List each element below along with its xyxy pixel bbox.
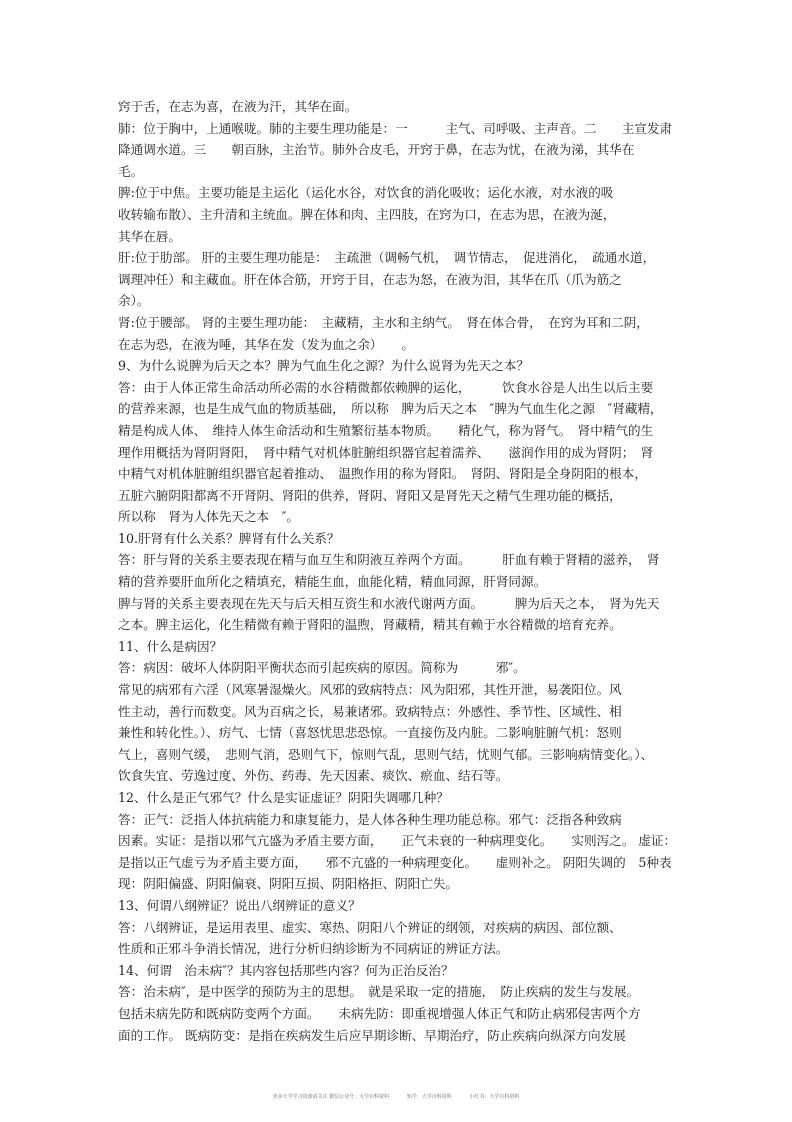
text-line: 包括未病先防和既病防变两个方面。 未病先防：即重视增强人体正气和防止病邪侵害两个方: [118, 1005, 641, 1021]
document-body: [118, 96, 678, 1046]
text-line: 答：治未病″，是中医学的预防为主的思想。 就是采取一定的措施， 防止疾病的发生与发展。: [118, 984, 640, 1000]
footer-xiaohongshu: 小红书：大学百科资料: [469, 1094, 520, 1100]
text-line: 在志为恐，在液为唾，其华在发（发为血之余） 。: [118, 336, 414, 352]
text-line: 9、为什么说脾为后天之本？脾为气血生化之源？为什么说肾为先天之本？: [118, 358, 530, 374]
footer-wechat: 更多大学学习资源请关注 微信公众号：大学百科资料: [272, 1094, 390, 1100]
footer-zhihu: 知乎：大学百科资料: [406, 1094, 452, 1100]
text-line: 其华在唇。: [118, 228, 181, 244]
text-line: 常见的病邪有六淫（风寒暑湿燥火。风邪的致病特点：风为阳邪，其性开泄，易袭阳位。风: [118, 682, 622, 698]
text-line: 面的工作。 既病防变：是指在疾病发生后应早期诊断、早期治疗，防止疾病向纵深方向发展: [118, 1027, 626, 1043]
text-line: 答：病因：破坏人体阴阳平衡状态而引起疾病的原因。简称为 邪″。: [118, 660, 526, 676]
text-line: 答：肝与肾的关系主要表现在精与血互生和阴液互养两个方面。 肝血有赖于肾精的滋养， 肾: [118, 552, 660, 568]
text-line: 13、何谓八纲辨证？说出八纲辨证的意义？: [118, 897, 361, 913]
text-line: 调理冲任）和主藏血。肝在体合筋，开窍于目，在志为怒，在液为泪，其华在爪（爪为筋之: [118, 271, 622, 287]
text-line: 精是构成人体、 维持人体生命活动和生殖繁衍基本物质。 精化气，称为肾气。 肾中精气的生: [118, 422, 654, 438]
text-line: 兼性和转化性。）、疠气、七情（喜怒忧思悲恐惊。一直接伤及内脏。二影响脏腑气机：怒则: [118, 725, 622, 741]
text-line: 毛。: [118, 163, 144, 179]
text-line: 饮食失宜、劳逸过度、外伤、药毒、先天因素、痰饮、瘀血、结石等。: [118, 768, 509, 784]
text-line: 10.肝肾有什么关系？脾肾有什么关系？: [118, 530, 340, 546]
text-line: 肺：位于胸中，上通喉咙。肺的主要生理功能是：一 主气、司呼吸、主声音。二 主宣发肃: [118, 120, 673, 136]
text-line: 11、什么是病因？: [118, 638, 223, 654]
text-line: 窍于舌，在志为喜，在液为汗，其华在面。: [118, 99, 358, 114]
text-line: 精的营养要肝血所化之精填充，精能生血，血能化精，精血同源，肝肾同源。: [118, 574, 547, 590]
text-line: 所以称 肾为人体先天之本 ″。: [118, 509, 300, 525]
text-line: 性质和正邪斗争消长情况，进行分析归纳诊断为不同病证的辨证方法。: [118, 941, 509, 957]
text-line: 因素。实证：是指以邪气亢盛为矛盾主要方面， 正气未衰的一种病理变化。 实则泻之。 虚证：: [118, 833, 677, 849]
text-line: 是指以正气虚亏为矛盾主要方面， 邪不亢盛的一种病理变化。 虚则补之。 阴阳失调的 5种表: [118, 854, 672, 870]
page-footer: [0, 1093, 792, 1100]
text-line: 肾:位于腰部。 肾的主要生理功能： 主藏精，主水和主纳气。 肾在体合骨， 在窍为耳和二阴，: [118, 314, 649, 330]
text-line: 中精气对机体脏腑组织器官起着推动、 温煦作用的称为肾阳。 肾阴、肾阳是全身阴阳的根本，: [118, 466, 647, 482]
text-line: 余）。: [118, 293, 150, 309]
text-line: 降通调水道。三 朝百脉，主治节。肺外合皮毛，开窍于鼻，在志为忧，在液为涕，其华在: [118, 142, 635, 158]
text-line: 脾与肾的关系主要表现在先天与后天相互资生和水液代谢两方面。 脾为后天之本， 肾为先天: [118, 595, 660, 611]
text-line: 14、何谓 治未病″？其内容包括那些内容？何为正治反治？: [118, 962, 454, 978]
text-line: 12、什么是正气邪气？什么是实证虚证？阴阳失调哪几种？: [118, 790, 449, 805]
text-line: 的营养来源，也是生成气血的物质基础， 所以称 脾为后天之本 ″脾为气血生化之源 ″肾藏精，: [118, 401, 663, 417]
text-line: 现：阴阳偏盛、阴阳偏衰、阴阳互损、阴阳格拒、阴阳亡失。: [118, 876, 459, 892]
text-line: 之本。脾主运化，化生精微有赖于肾阳的温煦，肾藏精，精其有赖于水谷精微的培育充养。: [118, 617, 622, 633]
text-line: 五脏六腑阴阳都离不开肾阴、肾阳的供养，肾阴、肾阳又是肾先天之精气生理功能的概括，: [118, 487, 622, 503]
text-line: 收转输布散）、主升清和主统血。脾在体和肉、主四肢，在窍为口，在志为思，在液为涎，: [118, 206, 616, 222]
text-line: 性主动，善行而数变。风为百病之长，易兼诸邪。致病特点：外感性、季节性、区域性、相: [118, 703, 622, 719]
text-line: 理作用概括为肾阴肾阳， 肾中精气对机体脏腑组织器官起着濡养、 滋润作用的成为肾阴； 肾: [118, 444, 654, 460]
text-line: 气上，喜则气缓， 悲则气消，恐则气下，惊则气乱，思则气结，忧则气郁。三影响病情变化。）、: [118, 746, 654, 762]
text-line: 答：由于人体正常生命活动所必需的水谷精微都依赖脾的运化， 饮食水谷是人出生以后主要: [118, 379, 654, 395]
text-line: 肝:位于肋部。 肝的主要生理功能是： 主疏泄（调畅气机， 调节情志， 促进消化， 疏通水道，: [118, 250, 656, 266]
text-line: 答：八纲辨证，是运用表里、虚实、寒热、阴阳八个辨证的纲领，对疾病的病因、部位额、: [118, 919, 622, 935]
text-line: 答：正气：泛指人体抗病能力和康复能力，是人体各种生理功能总称。邪气：泛指各种致病: [118, 811, 622, 827]
text-line: 脾:位于中焦。主要功能是主运化（运化水谷，对饮食的消化吸收；运化水液，对水液的吸: [118, 185, 614, 201]
